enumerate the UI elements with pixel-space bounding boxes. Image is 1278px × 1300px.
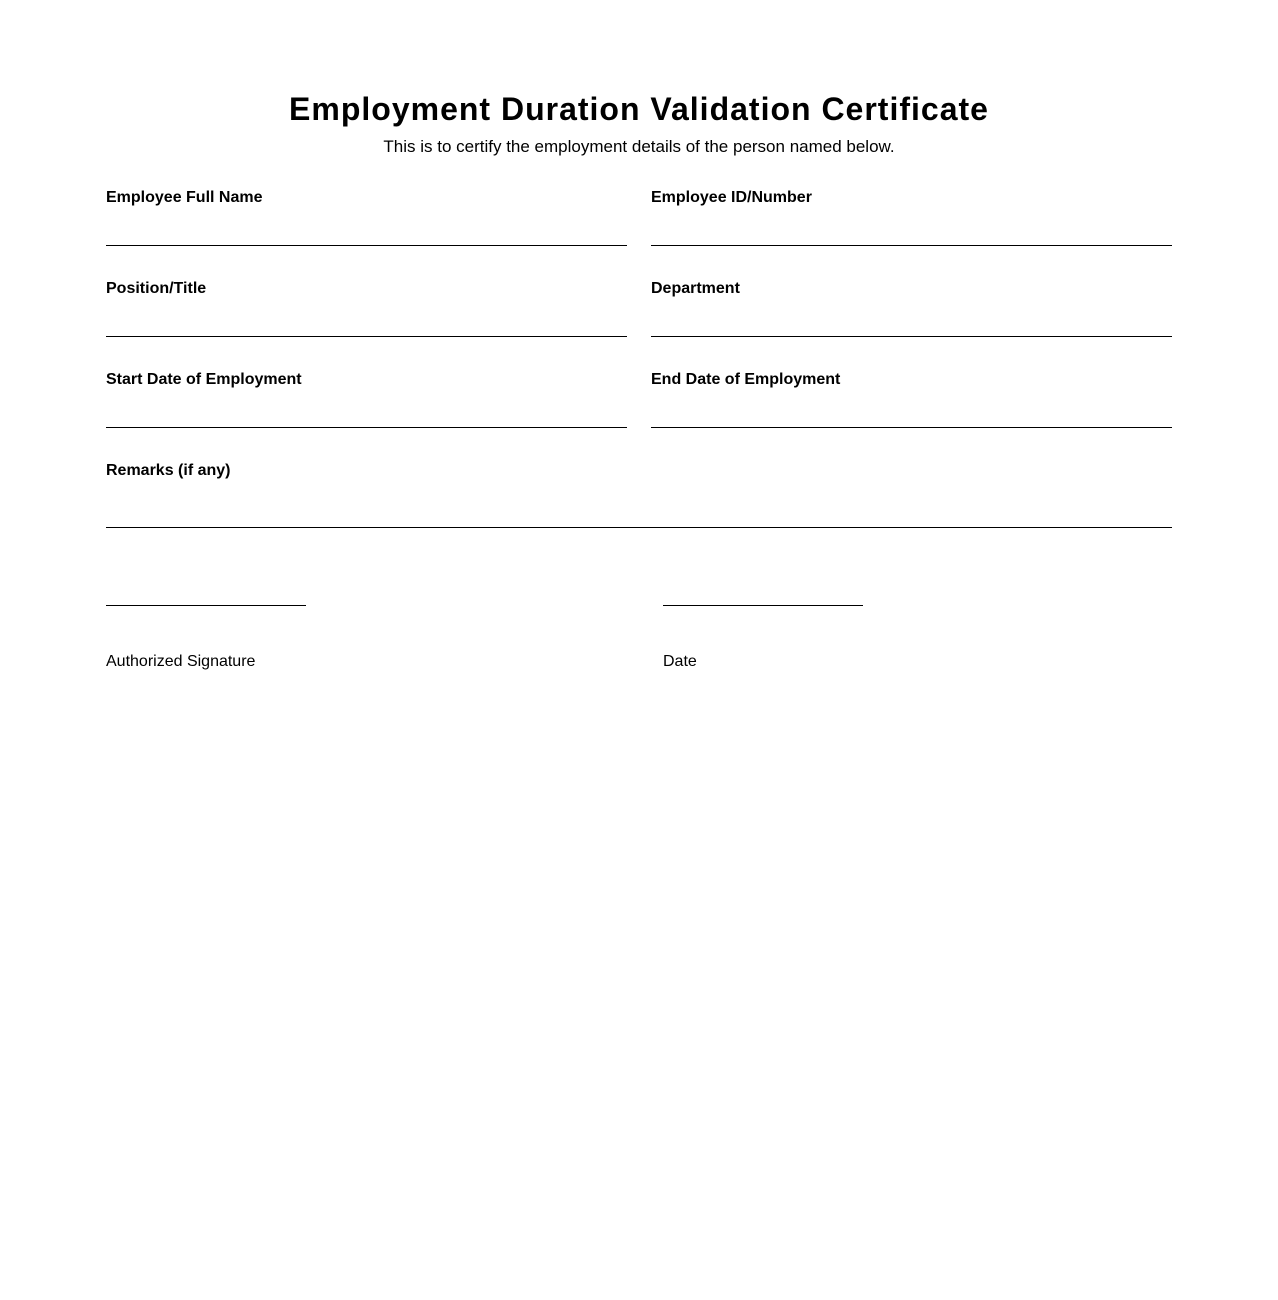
field-employee-id — [651, 188, 1172, 246]
end-date-input[interactable] — [651, 400, 1172, 428]
field-start-date — [106, 370, 627, 428]
authorized-signature-block — [106, 605, 406, 672]
field-label: Employee ID/Number — [651, 189, 812, 206]
date-signature-block — [663, 605, 963, 672]
remarks-input[interactable] — [106, 491, 1172, 528]
field-department — [651, 279, 1172, 337]
page-title: Employment Duration Validation Certificate — [289, 91, 989, 127]
date-label: Date — [663, 653, 697, 670]
field-end-date — [651, 370, 1172, 428]
page-subtitle: This is to certify the employment details of the person named below. — [383, 137, 895, 156]
employee-id-input[interactable] — [651, 218, 1172, 246]
field-label: End Date of Employment — [651, 371, 841, 388]
field-position-title — [106, 279, 627, 337]
signature-line[interactable] — [106, 605, 306, 606]
department-input[interactable] — [651, 309, 1172, 337]
signature-label: Authorized Signature — [106, 653, 256, 670]
field-label: Position/Title — [106, 280, 207, 297]
field-label: Employee Full Name — [106, 189, 263, 206]
start-date-input[interactable] — [106, 400, 627, 428]
position-title-input[interactable] — [106, 309, 627, 337]
field-remarks — [106, 461, 1172, 528]
date-line[interactable] — [663, 605, 863, 606]
employee-full-name-input[interactable] — [106, 218, 627, 246]
field-label: Department — [651, 280, 740, 297]
field-employee-full-name — [106, 188, 627, 246]
field-label: Start Date of Employment — [106, 371, 302, 388]
field-label: Remarks (if any) — [106, 462, 231, 479]
